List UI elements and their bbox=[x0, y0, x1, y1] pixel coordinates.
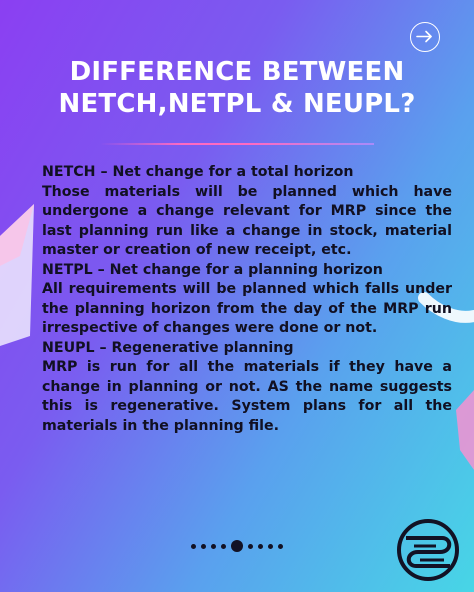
pagination-dot[interactable] bbox=[211, 544, 216, 549]
pagination-dot[interactable] bbox=[248, 544, 253, 549]
title-line: NETCH,NETPL & NEUPL? bbox=[58, 89, 416, 119]
section-text-neupl: MRP is run for all the materials if they have a change in planning or not. AS the name suggests this is regenerative. System plans for all the materials in the planning file. bbox=[42, 359, 452, 434]
content-body bbox=[42, 163, 452, 436]
next-arrow-button[interactable] bbox=[410, 22, 440, 52]
pagination-dot[interactable] bbox=[268, 544, 273, 549]
pagination-dot[interactable] bbox=[191, 544, 196, 549]
section-heading-netch: NETCH – Net change for a total horizon bbox=[42, 164, 354, 180]
section-text-netch: Those materials will be planned which have undergone a change relevant for MRP since the last planning run like a change in stock, material master or creation of new receipt, etc. bbox=[42, 183, 452, 258]
section-text-netpl: All requirements will be planned which falls under the planning horizon from the day of the MRP run irrespective of changes were done or not. bbox=[42, 281, 452, 336]
title-divider bbox=[100, 143, 374, 145]
pagination-dot[interactable] bbox=[221, 544, 226, 549]
brand-logo-icon bbox=[394, 516, 462, 584]
section-heading-neupl: NEUPL – Regenerative planning bbox=[42, 339, 294, 356]
arrow-right-icon bbox=[411, 23, 438, 50]
page-title bbox=[0, 56, 474, 120]
decorative-shape-left bbox=[0, 196, 40, 346]
pagination-dot[interactable] bbox=[278, 544, 283, 549]
pagination-dot[interactable] bbox=[201, 544, 206, 549]
decorative-shape-right bbox=[452, 390, 474, 470]
pagination-dot[interactable] bbox=[258, 544, 263, 549]
title-line: DIFFERENCE BETWEEN bbox=[69, 57, 405, 87]
section-heading-netpl: NETPL – Net change for a planning horizon bbox=[42, 261, 383, 278]
pagination-dot-active[interactable] bbox=[231, 540, 243, 552]
